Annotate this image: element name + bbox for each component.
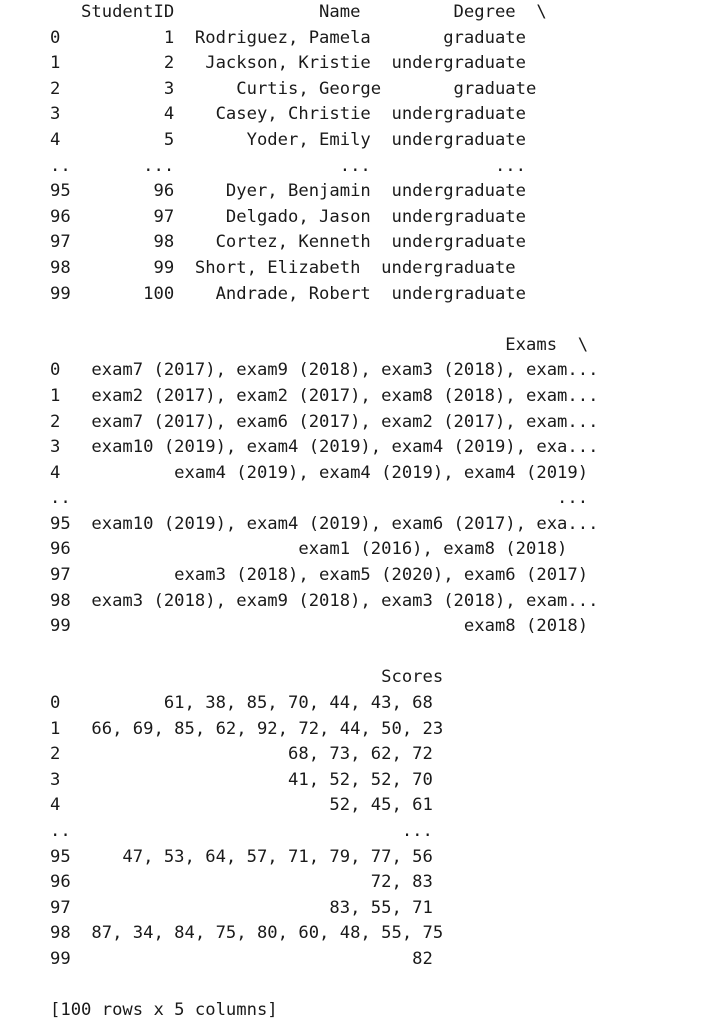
table-row: 4 52, 45, 61: [50, 795, 454, 816]
table-row: 0 1 Rodriguez, Pamela graduate: [50, 27, 558, 48]
table-row: 1 exam2 (2017), exam2 (2017), exam8 (2018), exam...: [50, 385, 630, 406]
table-row: 97 83, 55, 71: [50, 897, 454, 918]
table-row: 96 72, 83: [50, 872, 454, 893]
ellipsis-row: .. ...: [50, 821, 454, 841]
header-row-part1: StudentID Name Degree \: [50, 2, 547, 22]
blank-line: [50, 973, 629, 999]
table-row: 2 3 Curtis, George graduate: [50, 78, 568, 99]
table-row: 97 98 Cortez, Kenneth undergraduate: [50, 232, 558, 253]
blank-line: [50, 640, 629, 666]
table-row: 98 87, 34, 84, 75, 80, 60, 48, 55, 75: [50, 923, 464, 944]
table-row: 96 97 Delgado, Jason undergraduate: [50, 206, 558, 227]
table-row: 98 exam3 (2018), exam9 (2018), exam3 (2018), exam...: [50, 590, 630, 611]
shape-summary: [100 rows x 5 columns]: [50, 1000, 278, 1021]
table-row: 0 61, 38, 85, 70, 44, 43, 68: [50, 693, 454, 714]
table-row: 3 4 Casey, Christie undergraduate: [50, 104, 558, 125]
table-row: 2 exam7 (2017), exam6 (2017), exam2 (2017), exam...: [50, 411, 630, 432]
table-row: 1 66, 69, 85, 62, 92, 72, 44, 50, 23: [50, 718, 464, 739]
table-row: 95 47, 53, 64, 57, 71, 79, 77, 56: [50, 846, 454, 867]
blank-line: [50, 307, 629, 333]
table-row: 97 exam3 (2018), exam5 (2020), exam6 (2017): [50, 565, 620, 586]
table-row: 2 68, 73, 62, 72: [50, 744, 454, 765]
table-row: 99 82: [50, 948, 454, 969]
table-row: 1 2 Jackson, Kristie undergraduate: [50, 53, 558, 74]
table-row: 99 100 Andrade, Robert undergraduate: [50, 283, 558, 304]
table-row: 3 41, 52, 52, 70: [50, 769, 454, 790]
ellipsis-row: .. ...: [50, 488, 620, 509]
header-row-part3: Scores: [50, 667, 464, 688]
table-row: 0 exam7 (2017), exam9 (2018), exam3 (2018), exam...: [50, 360, 630, 381]
table-row: 99 exam8 (2018): [50, 616, 620, 637]
table-row: 4 5 Yoder, Emily undergraduate: [50, 129, 558, 150]
table-row: 95 96 Dyer, Benjamin undergraduate: [50, 181, 558, 202]
table-row: 4 exam4 (2019), exam4 (2019), exam4 (2019): [50, 462, 620, 483]
header-row-part2: Exams \: [50, 334, 589, 355]
ellipsis-row: .. ... ... ...: [50, 155, 558, 176]
table-row: 96 exam1 (2016), exam8 (2018): [50, 539, 599, 560]
table-row: 95 exam10 (2019), exam4 (2019), exam6 (2017), exa...: [50, 513, 630, 534]
table-row: 98 99 Short, Elizabeth undergraduate: [50, 257, 547, 278]
dataframe-output: [50, 0, 629, 1024]
table-row: 3 exam10 (2019), exam4 (2019), exam4 (2019), exa...: [50, 437, 630, 458]
